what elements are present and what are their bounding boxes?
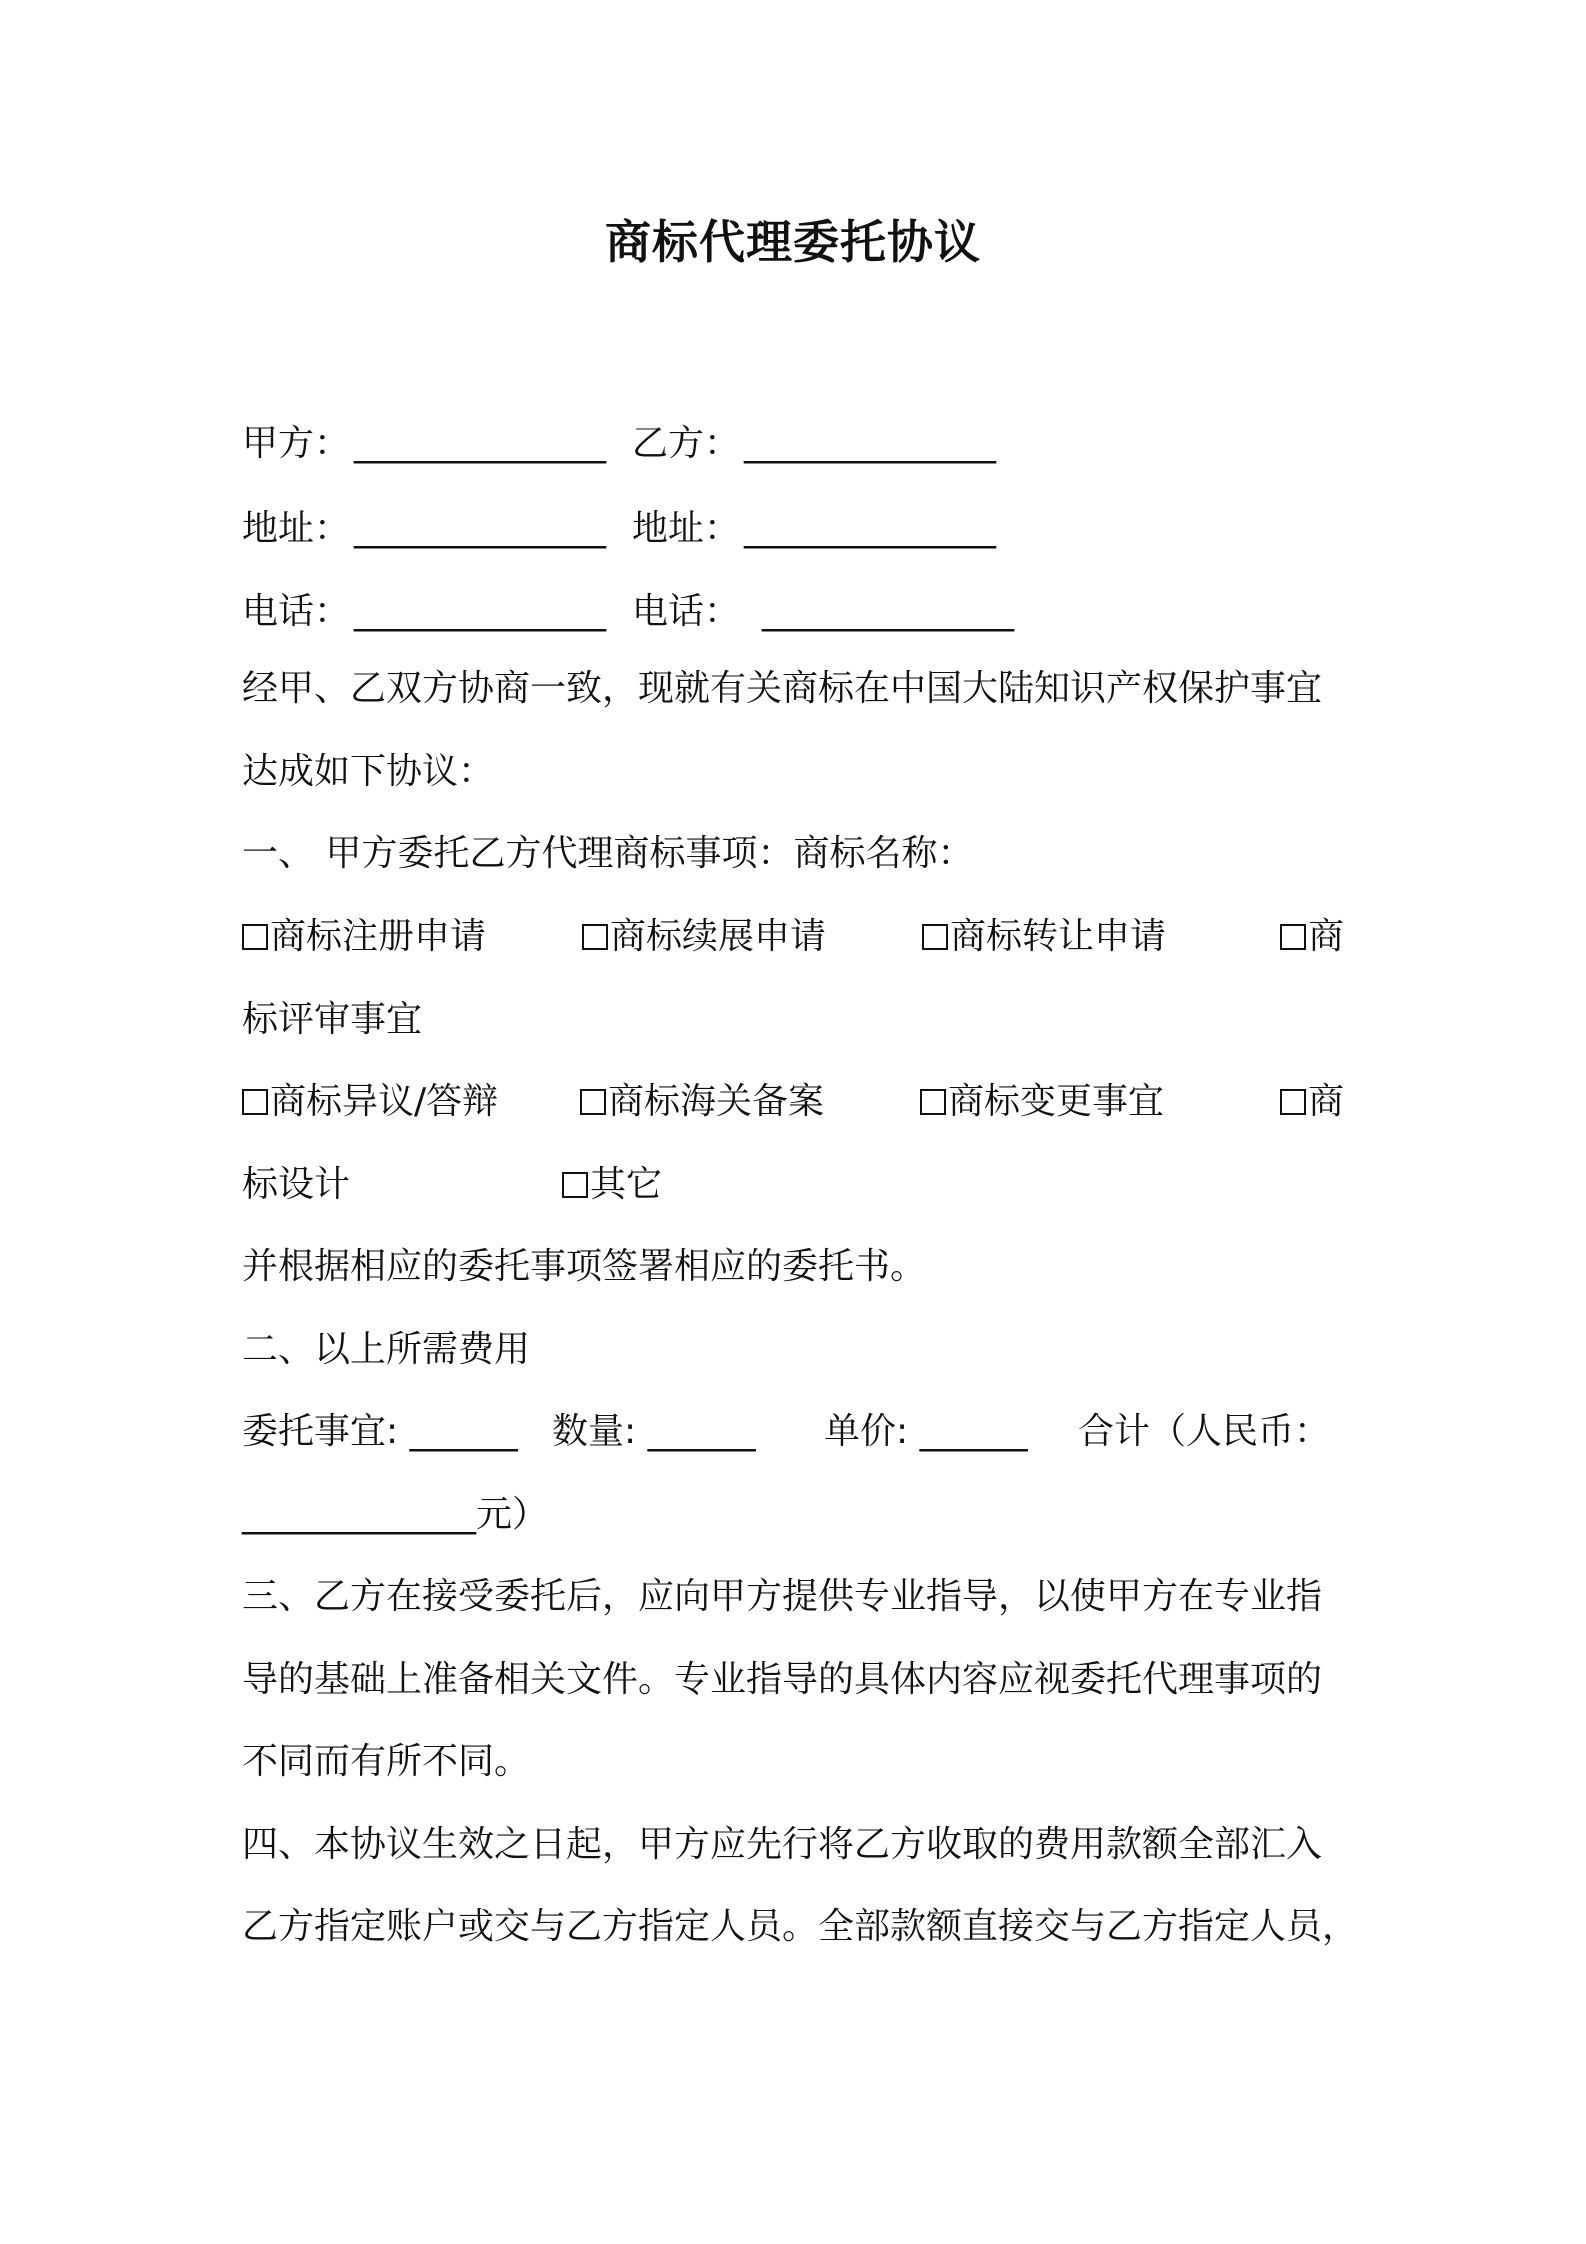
fee-price-field: 单价: ______ bbox=[824, 1411, 1028, 1452]
intro-line-2: 达成如下协议： bbox=[242, 751, 495, 792]
option-opposition-label: 商标异议/答辩 bbox=[270, 1081, 499, 1122]
party-a-field: ______________ bbox=[354, 423, 606, 464]
checkbox-icon bbox=[922, 924, 948, 950]
option-other-label: 其它 bbox=[590, 1164, 663, 1205]
phone-a-label: 电话： bbox=[242, 591, 351, 632]
checkbox-icon bbox=[1280, 1089, 1306, 1115]
option-registration bbox=[242, 913, 486, 961]
phone-b-field: ______________ bbox=[762, 591, 1014, 632]
fee-quantity-field: 数量: ______ bbox=[552, 1411, 756, 1452]
checkbox-icon bbox=[242, 924, 268, 950]
section-3-line-2: 导的基础上准备相关文件。专业指导的具体内容应视委托代理事项的 bbox=[242, 1659, 1323, 1700]
option-renewal-label: 商标续展申请 bbox=[610, 916, 827, 957]
party-b-label: 乙方： bbox=[632, 423, 741, 464]
phone-b-label: 电话： bbox=[632, 591, 741, 632]
intro-line-1: 经甲、乙双方协商一致，现就有关商标在中国大陆知识产权保护事宜 bbox=[242, 668, 1323, 709]
address-b-label: 地址： bbox=[632, 508, 741, 549]
option-other bbox=[562, 1161, 662, 1209]
option-review-label-head: 商 bbox=[1308, 916, 1345, 957]
address-a-label: 地址： bbox=[242, 508, 351, 549]
option-change bbox=[920, 1078, 1164, 1126]
section-1-closing: 并根据相应的委托事项签署相应的委托书。 bbox=[242, 1246, 927, 1287]
option-review bbox=[1280, 913, 1344, 961]
checkbox-icon bbox=[562, 1172, 588, 1198]
option-opposition bbox=[242, 1078, 498, 1126]
option-registration-label: 商标注册申请 bbox=[270, 916, 487, 957]
option-review-label-tail: 标评审事宜 bbox=[242, 999, 423, 1040]
party-b-field: ______________ bbox=[744, 423, 996, 464]
option-transfer-label: 商标转让申请 bbox=[950, 916, 1167, 957]
option-design-label-head: 商 bbox=[1308, 1081, 1345, 1122]
checkbox-icon bbox=[1280, 924, 1306, 950]
checkbox-icon bbox=[580, 1089, 606, 1115]
option-design-label-tail: 标设计 bbox=[242, 1164, 351, 1205]
section-4-line-2: 乙方指定账户或交与乙方指定人员。全部款额直接交与乙方指定人员， bbox=[242, 1906, 1359, 1947]
phone-a-field: ______________ bbox=[354, 591, 606, 632]
option-design bbox=[1280, 1078, 1344, 1126]
option-change-label: 商标变更事宜 bbox=[948, 1081, 1165, 1122]
fee-item-field: 委托事宜: ______ bbox=[242, 1411, 518, 1452]
section-4-line-1: 四、本协议生效之日起，甲方应先行将乙方收取的费用款额全部汇入 bbox=[242, 1824, 1323, 1865]
section-1-heading: 一、 甲方委托乙方代理商标事项：商标名称： bbox=[242, 833, 974, 874]
checkbox-icon bbox=[920, 1089, 946, 1115]
address-a-field: ______________ bbox=[354, 508, 606, 549]
document-title: 商标代理委托协议 bbox=[605, 215, 981, 269]
option-customs-label: 商标海关备案 bbox=[608, 1081, 825, 1122]
checkbox-icon bbox=[242, 1089, 268, 1115]
party-a-label: 甲方： bbox=[242, 423, 351, 464]
fee-total-field: _____________元） bbox=[242, 1494, 549, 1535]
address-b-field: ______________ bbox=[744, 508, 996, 549]
option-customs bbox=[580, 1078, 824, 1126]
fee-total-label: 合计（人民币： bbox=[1078, 1411, 1331, 1452]
section-3-line-1: 三、乙方在接受委托后，应向甲方提供专业指导，以使甲方在专业指 bbox=[242, 1576, 1323, 1617]
checkbox-icon bbox=[582, 924, 608, 950]
section-2-heading: 二、以上所需费用 bbox=[242, 1329, 531, 1370]
option-transfer bbox=[922, 913, 1166, 961]
section-3-line-3: 不同而有所不同。 bbox=[242, 1741, 531, 1782]
option-renewal bbox=[582, 913, 826, 961]
